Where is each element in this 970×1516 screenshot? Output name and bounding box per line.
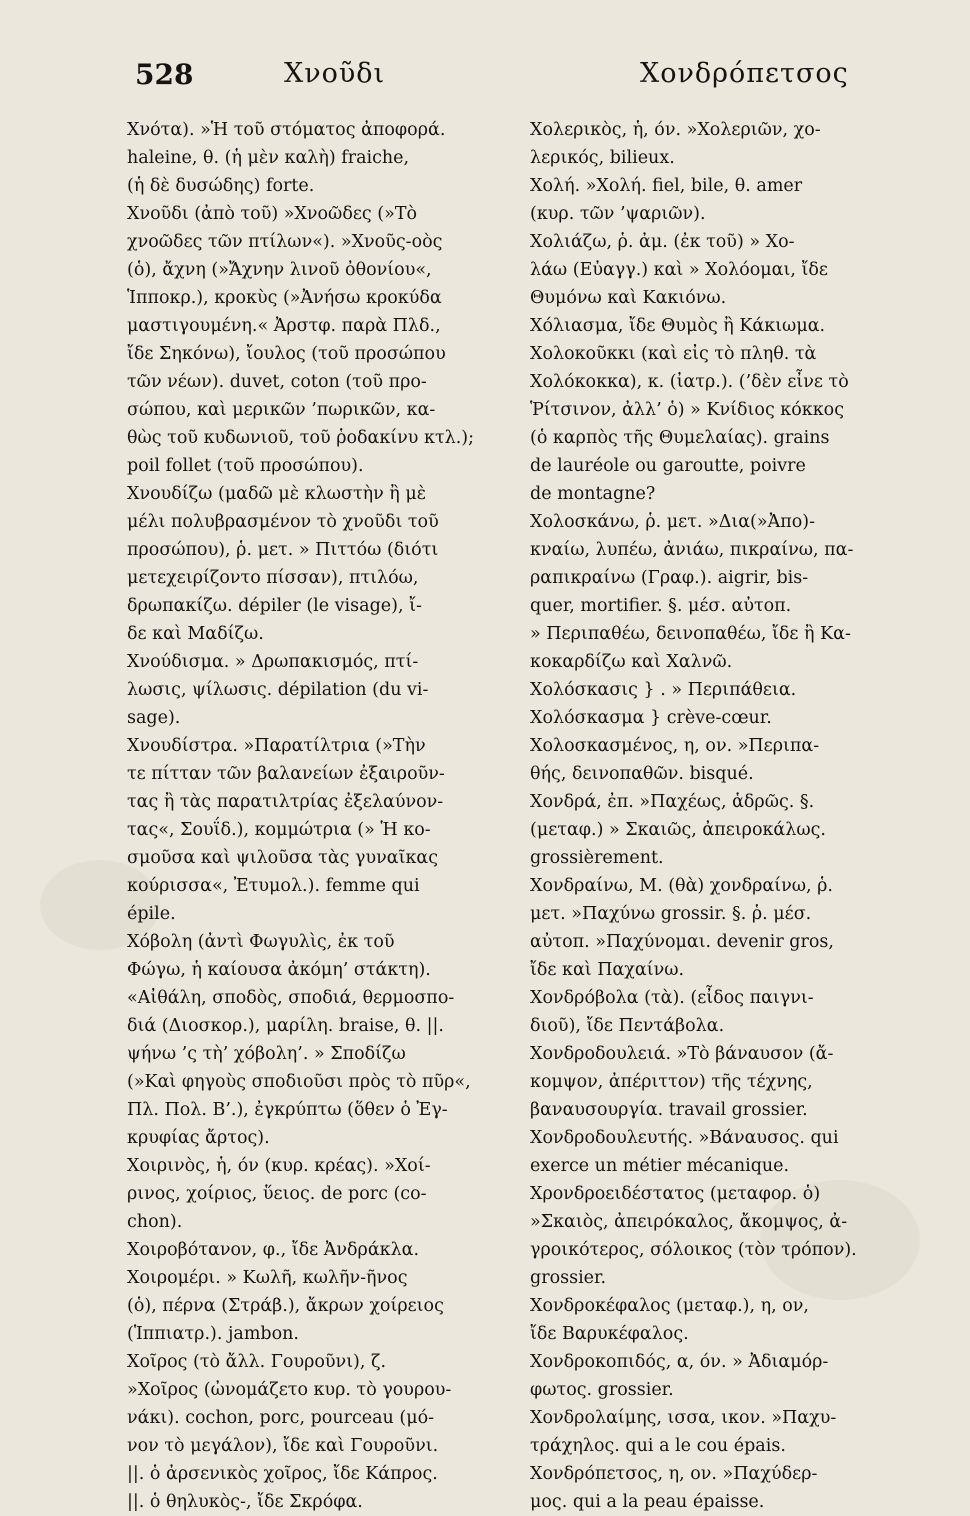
- text-line: Ῥίτσινον, ἀλλ’ ὁ) » Κνίδιος κόκκος: [530, 400, 844, 420]
- text-line: ψήνω ’ς τὴ’ χόβολη’. » Σποδίζω: [127, 1044, 406, 1064]
- text-line: Χονδροκέφαλος (μεταφ.), η, ον,: [530, 1296, 809, 1316]
- text-line: exerce un métier mécanique.: [530, 1156, 790, 1176]
- text-line: προσώπου), ῥ. μετ. » Πιττόω (διότι: [127, 540, 439, 560]
- text-line: ρινος, χοίριος, ὕειος. de porc (co-: [127, 1184, 427, 1204]
- text-line: Χολερικὸς, ἡ, όν. »Χολεριῶν, χο-: [530, 120, 821, 140]
- text-line: (ὁ καρπὸς τῆς Θυμελαίας). grains: [530, 428, 830, 448]
- text-line: (μεταφ.) » Σκαιῶς, ἀπειροκάλως.: [530, 820, 826, 840]
- text-line: βαναυσουργία. travail grossier.: [530, 1100, 808, 1120]
- text-line: σμοῦσα καὶ ψιλοῦσα τὰς γυναῖκας: [127, 848, 439, 868]
- text-line: Χολόκοκκα), κ. (ἰατρ.). (’δὲν εἶνε τὸ: [530, 372, 849, 392]
- text-line: »Σκαιὸς, ἀπειρόκαλος, ἄκομψος, ἀ-: [530, 1212, 848, 1232]
- text-line: (κυρ. τῶν ’ψαριῶν).: [530, 204, 706, 224]
- text-line: λωσις, ψίλωσις. dépilation (du vi-: [127, 680, 429, 700]
- text-line: νον τὸ μεγάλον), ἴδε καὶ Γουροῦνι.: [127, 1436, 439, 1456]
- text-line: ||. ὁ θηλυκὸς-, ἴδε Σκρόφα.: [127, 1492, 363, 1512]
- left-running-head: Χνοῦδι: [284, 58, 386, 89]
- text-line: grossièrement.: [530, 848, 664, 868]
- text-line: σώπου, καὶ μερικῶν ’πωρικῶν, κα-: [127, 400, 436, 420]
- text-line: Ἱπποκρ.), κροκὺς (»Ἀνήσω κροκύδα: [127, 288, 442, 308]
- text-line: Χοιρινὸς, ἡ, όν (κυρ. κρέας). »Χοί-: [127, 1156, 431, 1176]
- text-line: Χονδρολαίμης, ισσα, ικον. »Παχυ-: [530, 1408, 837, 1428]
- text-line: κρυφίας ἄρτος).: [127, 1128, 270, 1148]
- text-line: épile.: [127, 904, 176, 924]
- text-line: Χοιρομέρι. » Κωλῆ, κωλῆν-ῆνος: [127, 1268, 408, 1288]
- page-header: [0, 54, 970, 98]
- text-line: Χοῖρος (τὸ ἄλλ. Γουροῦνι), ζ.: [127, 1352, 387, 1372]
- text-line: Χονδρόπετσος, η, ον. »Παχύδερ-: [530, 1464, 818, 1484]
- text-line: λερικός, bilieux.: [530, 148, 675, 168]
- text-line: (ὁ), πέρνα (Στράβ.), ἄκρων χοίρειος: [127, 1296, 444, 1316]
- text-line: τας ἢ τὰς παρατιλτρίας ἐξελαύνον-: [127, 792, 444, 812]
- text-line: haleine, θ. (ἡ μὲν καλὴ) fraiche,: [127, 148, 410, 168]
- text-line: μέλι πολυβρασμένον τὸ χνοῦδι τοῦ: [127, 512, 439, 532]
- text-line: διοῦ), ἴδε Πεντάβολα.: [530, 1016, 725, 1036]
- text-line: Χνουδίζω (μαδῶ μὲ κλωστὴν ἢ μὲ: [127, 484, 427, 504]
- text-line: γροικότερος, σόλοικος (τὸν τρόπον).: [530, 1240, 857, 1260]
- text-line: Χονδραίνω, Μ. (θὰ) χονδραίνω, ῥ.: [530, 876, 833, 896]
- text-line: κομψον, ἀπέριττον) τῆς τέχνης,: [530, 1072, 813, 1092]
- text-line: ἴδε Βαρυκέφαλος.: [530, 1324, 689, 1344]
- text-line: Χολοσκάνω, ῥ. μετ. »Δια(»Ἀπο)-: [530, 512, 815, 532]
- text-line: θής, δεινοπαθῶν. bisqué.: [530, 764, 754, 784]
- right-running-head: Χονδρόπετσος: [640, 58, 849, 89]
- text-line: κούρισσα«, Ἐτυμολ.). femme qui: [127, 876, 420, 896]
- text-line: νάκι). cochon, porc, pourceau (μό-: [127, 1408, 435, 1428]
- text-line: Χόβολη (ἀντὶ Φωγυλὶς, ἐκ τοῦ: [127, 932, 395, 952]
- text-line: Χονδρά, ἐπ. »Παχέως, ἁδρῶς. §.: [530, 792, 815, 812]
- text-line: τας«, Σουΐδ.), κομμώτρια (» Ἡ κο-: [127, 820, 431, 840]
- text-line: τράχηλος. qui a le cou épais.: [530, 1436, 786, 1456]
- text-line: (ὁ), ἄχνη (»Ἄχνην λινοῦ ὀθονίου«,: [127, 260, 432, 280]
- text-line: κοκαρδίζω καὶ Χαλνῶ.: [530, 652, 733, 672]
- text-line: φωτος. grossier.: [530, 1380, 674, 1400]
- text-line: Χολόσκασμα } crève-cœur.: [530, 708, 772, 728]
- text-line: de montagne?: [530, 484, 656, 504]
- text-line: μετεχειρίζοντο πίσσαν), πτιλόω,: [127, 568, 419, 588]
- text-line: Χολόσκασις } . » Περιπάθεια.: [530, 680, 797, 700]
- text-line: ραπικραίνω (Γραφ.). aigrir, bis-: [530, 568, 809, 588]
- text-line: Χονδροκοπιδός, α, όν. » Ἀδιαμόρ-: [530, 1352, 829, 1372]
- text-line: μαστιγουμένη.« Ἀρστφ. παρὰ Πλδ.,: [127, 316, 441, 336]
- text-line: chon).: [127, 1212, 183, 1232]
- text-line: Χνούδισμα. » Δρωπακισμός, πτί-: [127, 652, 419, 672]
- text-line: Χονδροδουλειά. »Τὸ βάναυσον (ἄ-: [530, 1044, 834, 1064]
- text-line: θὼς τοῦ κυδωνιοῦ, τοῦ ῥοδακίνυ κτλ.);: [127, 428, 475, 448]
- text-line: κναίω, λυπέω, ἀνιάω, πικραίνω, πα-: [530, 540, 854, 560]
- text-line: τῶν νέων). duvet, coton (τοῦ προ-: [127, 372, 427, 392]
- text-line: αὐτοπ. »Παχύνομαι. devenir gros,: [530, 932, 834, 952]
- text-line: (»Καὶ φηγοὺς σποδιοῦσι πρὸς τὸ πῦρ«,: [127, 1072, 471, 1092]
- text-line: (ἡ δὲ δυσώδης) forte.: [127, 176, 315, 196]
- text-line: Πλ. Πολ. Β’.), ἐγκρύπτω (ὅθεν ὁ Ἐγ-: [127, 1100, 448, 1120]
- text-line: Θυμόνω καὶ Κακιόνω.: [530, 288, 727, 308]
- text-line: Χονδρόβολα (τὰ). (εἶδος παιγνι-: [530, 988, 814, 1008]
- text-line: Χολή. »Χολή. fiel, bile, θ. amer: [530, 176, 803, 196]
- right-column: [530, 116, 937, 1512]
- text-line: μος. qui a la peau épaisse.: [530, 1492, 765, 1512]
- text-line: τε πίτταν τῶν βαλανείων ἐξαιροῦν-: [127, 764, 445, 784]
- text-line: sage).: [127, 708, 181, 728]
- text-line: Χονδροδουλευτής. »Βάναυσος. qui: [530, 1128, 839, 1148]
- page-number: 528: [135, 58, 194, 91]
- text-line: (Ἱππιατρ.). jambon.: [127, 1324, 299, 1344]
- text-line: Χνότα). »Ἡ τοῦ στόματος ἀποφορά.: [127, 120, 446, 140]
- text-line: ἴδε Σηκόνω), ἴουλος (τοῦ προσώπου: [127, 344, 446, 364]
- text-line: poil follet (τοῦ προσώπου).: [127, 456, 364, 476]
- text-line: Φώγω, ἡ καίουσα ἀκόμη’ στάκτη).: [127, 960, 431, 980]
- text-line: »Χοῖρος (ὠνομάζετο κυρ. τὸ γουρου-: [127, 1380, 452, 1400]
- text-line: μετ. »Παχύνω grossir. §. ῥ. μέσ.: [530, 904, 812, 924]
- text-line: grossier.: [530, 1268, 607, 1288]
- text-line: Χόλιασμα, ἴδε Θυμὸς ἢ Κάκιωμα.: [530, 316, 826, 336]
- text-line: «Αἰθάλη, σποδὸς, σποδιά, θερμοσπο-: [127, 988, 455, 1008]
- text-line: quer, mortifier. §. μέσ. αὐτοπ.: [530, 596, 792, 616]
- text-line: διά (Διοσκορ.), μαρίλη. braise, θ. ||.: [127, 1016, 444, 1036]
- text-line: ἴδε καὶ Παχαίνω.: [530, 960, 685, 980]
- left-column: [127, 116, 534, 1512]
- text-line: Χνουδίστρα. »Παρατίλτρια (»Τὴν: [127, 736, 426, 756]
- text-line: δρωπακίζω. dépiler (le visage), ἴ-: [127, 596, 422, 616]
- text-line: Χρονδροειδέστατος (μεταφορ. ὁ): [530, 1184, 821, 1204]
- text-line: Χολιάζω, ῥ. ἀμ. (ἐκ τοῦ) » Χο-: [530, 232, 795, 252]
- text-line: » Περιπαθέω, δεινοπαθέω, ἴδε ἢ Κα-: [530, 624, 851, 644]
- text-line: Χνοῦδι (ἀπὸ τοῦ) »Χνοῶδες (»Τὸ: [127, 204, 418, 224]
- text-line: de lauréole ou garoutte, poivre: [530, 456, 806, 476]
- text-line: ||. ὁ ἀρσενικὸς χοῖρος, ἴδε Κάπρος.: [127, 1464, 438, 1484]
- text-line: Χοιροβότανον, φ., ἴδε Ἀνδράκλα.: [127, 1240, 420, 1260]
- text-line: χνοῶδες τῶν πτίλων«). »Χνοῦς-οὸς: [127, 232, 443, 252]
- text-line: Χολοσκασμένος, η, ον. »Περιπα-: [530, 736, 820, 756]
- text-line: δε καὶ Μαδίζω.: [127, 624, 264, 644]
- text-line: Χολοκοῦκκι (καὶ εἰς τὸ πληθ. τὰ: [530, 344, 817, 364]
- text-line: λάω (Εὐαγγ.) καὶ » Χολόομαι, ἴδε: [530, 260, 828, 280]
